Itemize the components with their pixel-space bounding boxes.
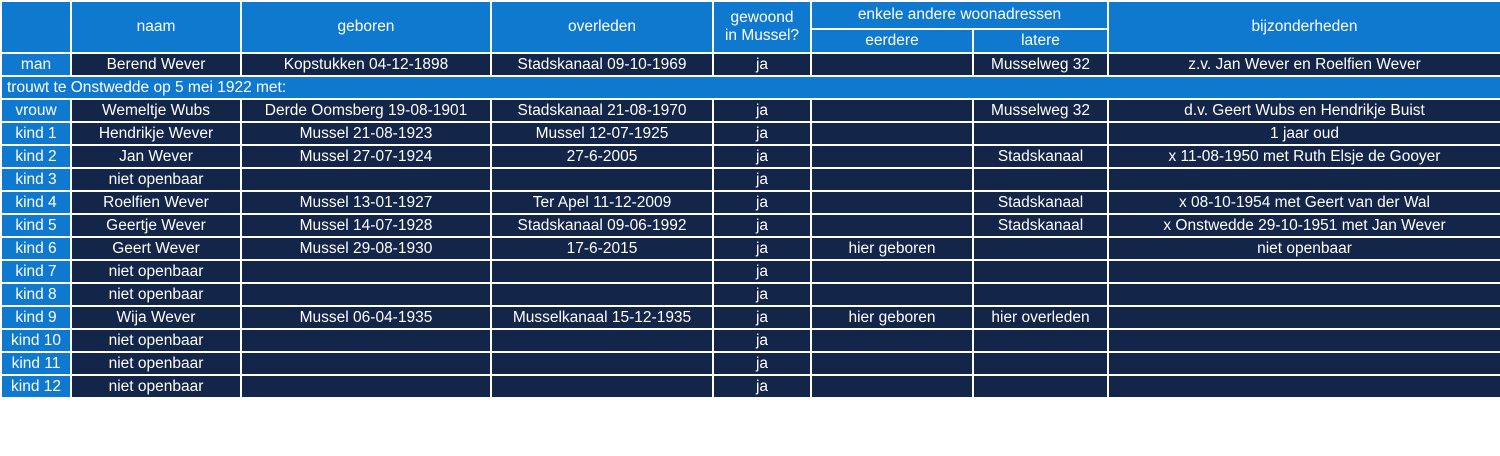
cell-overleden: Ter Apel 11-12-2009 [491, 191, 713, 214]
cell-latere [973, 260, 1108, 283]
cell-bijzonderheden [1108, 306, 1500, 329]
cell-bijzonderheden [1108, 329, 1500, 352]
cell-bijzonderheden [1108, 283, 1500, 306]
cell-gewoond: ja [713, 53, 811, 76]
header-naam: naam [71, 1, 241, 53]
cell-latere [973, 329, 1108, 352]
cell-latere: hier overleden [973, 306, 1108, 329]
cell-eerdere [811, 99, 973, 122]
cell-overleden [491, 375, 713, 398]
cell-label: kind 11 [1, 352, 71, 375]
cell-gewoond: ja [713, 329, 811, 352]
cell-naam: niet openbaar [71, 168, 241, 191]
header-gewoond [713, 1, 811, 53]
cell-label: kind 7 [1, 260, 71, 283]
cell-label: kind 1 [1, 122, 71, 145]
cell-gewoond: ja [713, 283, 811, 306]
cell-latere: Stadskanaal [973, 214, 1108, 237]
cell-gewoond: ja [713, 99, 811, 122]
cell-latere [973, 168, 1108, 191]
table-row [1, 168, 1500, 191]
cell-eerdere [811, 145, 973, 168]
cell-label: man [1, 53, 71, 76]
header-eerdere: eerdere [811, 29, 973, 53]
cell-bijzonderheden: d.v. Geert Wubs en Hendrikje Buist [1108, 99, 1500, 122]
cell-eerdere [811, 191, 973, 214]
cell-gewoond: ja [713, 375, 811, 398]
cell-latere [973, 237, 1108, 260]
cell-geboren: Mussel 14-07-1928 [241, 214, 491, 237]
cell-label: kind 4 [1, 191, 71, 214]
cell-naam: Wija Wever [71, 306, 241, 329]
cell-eerdere [811, 122, 973, 145]
cell-bijzonderheden: 1 jaar oud [1108, 122, 1500, 145]
cell-geboren: Mussel 27-07-1924 [241, 145, 491, 168]
cell-naam: Wemeltje Wubs [71, 99, 241, 122]
cell-naam: niet openbaar [71, 375, 241, 398]
cell-gewoond: ja [713, 237, 811, 260]
cell-latere: Musselweg 32 [973, 53, 1108, 76]
cell-eerdere [811, 375, 973, 398]
cell-overleden [491, 352, 713, 375]
cell-eerdere [811, 168, 973, 191]
cell-latere [973, 352, 1108, 375]
marriage-row [1, 76, 1500, 99]
cell-naam: niet openbaar [71, 329, 241, 352]
cell-gewoond: ja [713, 260, 811, 283]
cell-overleden: Musselkanaal 15-12-1935 [491, 306, 713, 329]
cell-naam: niet openbaar [71, 260, 241, 283]
cell-label: kind 2 [1, 145, 71, 168]
cell-eerdere [811, 260, 973, 283]
table-row [1, 352, 1500, 375]
cell-gewoond: ja [713, 214, 811, 237]
header-andere-woonadressen: enkele andere woonadressen [811, 1, 1108, 29]
cell-eerdere [811, 352, 973, 375]
table-row [1, 306, 1500, 329]
cell-naam: Geertje Wever [71, 214, 241, 237]
cell-naam: niet openbaar [71, 352, 241, 375]
cell-label: kind 3 [1, 168, 71, 191]
header-bijzonderheden: bijzonderheden [1108, 1, 1500, 53]
cell-overleden [491, 283, 713, 306]
cell-eerdere: hier geboren [811, 306, 973, 329]
cell-gewoond: ja [713, 168, 811, 191]
cell-overleden: 17-6-2015 [491, 237, 713, 260]
cell-label: kind 12 [1, 375, 71, 398]
cell-bijzonderheden [1108, 352, 1500, 375]
table-row [1, 237, 1500, 260]
cell-bijzonderheden [1108, 168, 1500, 191]
cell-label: kind 6 [1, 237, 71, 260]
cell-latere [973, 375, 1108, 398]
cell-latere [973, 122, 1108, 145]
cell-overleden [491, 260, 713, 283]
cell-geboren [241, 260, 491, 283]
cell-overleden: Stadskanaal 21-08-1970 [491, 99, 713, 122]
cell-geboren [241, 375, 491, 398]
cell-bijzonderheden: x 11-08-1950 met Ruth Elsje de Gooyer [1108, 145, 1500, 168]
cell-bijzonderheden: x 08-10-1954 met Geert van der Wal [1108, 191, 1500, 214]
cell-overleden: Stadskanaal 09-10-1969 [491, 53, 713, 76]
cell-bijzonderheden: niet openbaar [1108, 237, 1500, 260]
cell-label: vrouw [1, 99, 71, 122]
table-row [1, 375, 1500, 398]
cell-bijzonderheden: x Onstwedde 29-10-1951 met Jan Wever [1108, 214, 1500, 237]
cell-overleden: Stadskanaal 09-06-1992 [491, 214, 713, 237]
cell-naam: Berend Wever [71, 53, 241, 76]
cell-label: kind 8 [1, 283, 71, 306]
table-body [1, 53, 1500, 398]
cell-geboren [241, 352, 491, 375]
table-row [1, 122, 1500, 145]
table-row [1, 145, 1500, 168]
table-row [1, 329, 1500, 352]
cell-eerdere: hier geboren [811, 237, 973, 260]
cell-geboren: Kopstukken 04-12-1898 [241, 53, 491, 76]
header-geboren: geboren [241, 1, 491, 53]
table-row [1, 260, 1500, 283]
cell-label: kind 10 [1, 329, 71, 352]
cell-gewoond: ja [713, 306, 811, 329]
cell-naam: Geert Wever [71, 237, 241, 260]
cell-geboren [241, 168, 491, 191]
cell-latere: Stadskanaal [973, 191, 1108, 214]
table-row [1, 191, 1500, 214]
cell-eerdere [811, 329, 973, 352]
cell-overleden [491, 168, 713, 191]
header-gewoond-line1: gewoond [730, 9, 794, 26]
cell-eerdere [811, 53, 973, 76]
table-row [1, 53, 1500, 76]
cell-gewoond: ja [713, 122, 811, 145]
cell-bijzonderheden [1108, 260, 1500, 283]
cell-geboren: Mussel 21-08-1923 [241, 122, 491, 145]
table-row [1, 283, 1500, 306]
table-header [1, 1, 1500, 53]
cell-naam: niet openbaar [71, 283, 241, 306]
cell-overleden: 27-6-2005 [491, 145, 713, 168]
cell-geboren [241, 283, 491, 306]
cell-naam: Roelfien Wever [71, 191, 241, 214]
cell-naam: Hendrikje Wever [71, 122, 241, 145]
cell-geboren: Mussel 13-01-1927 [241, 191, 491, 214]
cell-latere: Stadskanaal [973, 145, 1108, 168]
cell-eerdere [811, 283, 973, 306]
cell-gewoond: ja [713, 352, 811, 375]
cell-gewoond: ja [713, 191, 811, 214]
marriage-text: trouwt te Onstwedde op 5 mei 1922 met: [1, 76, 1500, 99]
cell-latere: Musselweg 32 [973, 99, 1108, 122]
cell-latere [973, 283, 1108, 306]
cell-bijzonderheden [1108, 375, 1500, 398]
header-overleden: overleden [491, 1, 713, 53]
cell-geboren [241, 329, 491, 352]
cell-bijzonderheden: z.v. Jan Wever en Roelfien Wever [1108, 53, 1500, 76]
table-row [1, 99, 1500, 122]
cell-gewoond: ja [713, 145, 811, 168]
cell-geboren: Mussel 29-08-1930 [241, 237, 491, 260]
cell-naam: Jan Wever [71, 145, 241, 168]
header-corner [1, 1, 71, 53]
cell-geboren: Derde Oomsberg 19-08-1901 [241, 99, 491, 122]
header-gewoond-line2: in Mussel? [724, 27, 800, 44]
cell-geboren: Mussel 06-04-1935 [241, 306, 491, 329]
cell-label: kind 5 [1, 214, 71, 237]
header-latere: latere [973, 29, 1108, 53]
cell-label: kind 9 [1, 306, 71, 329]
cell-overleden: Mussel 12-07-1925 [491, 122, 713, 145]
cell-overleden [491, 329, 713, 352]
table-row [1, 214, 1500, 237]
cell-eerdere [811, 214, 973, 237]
